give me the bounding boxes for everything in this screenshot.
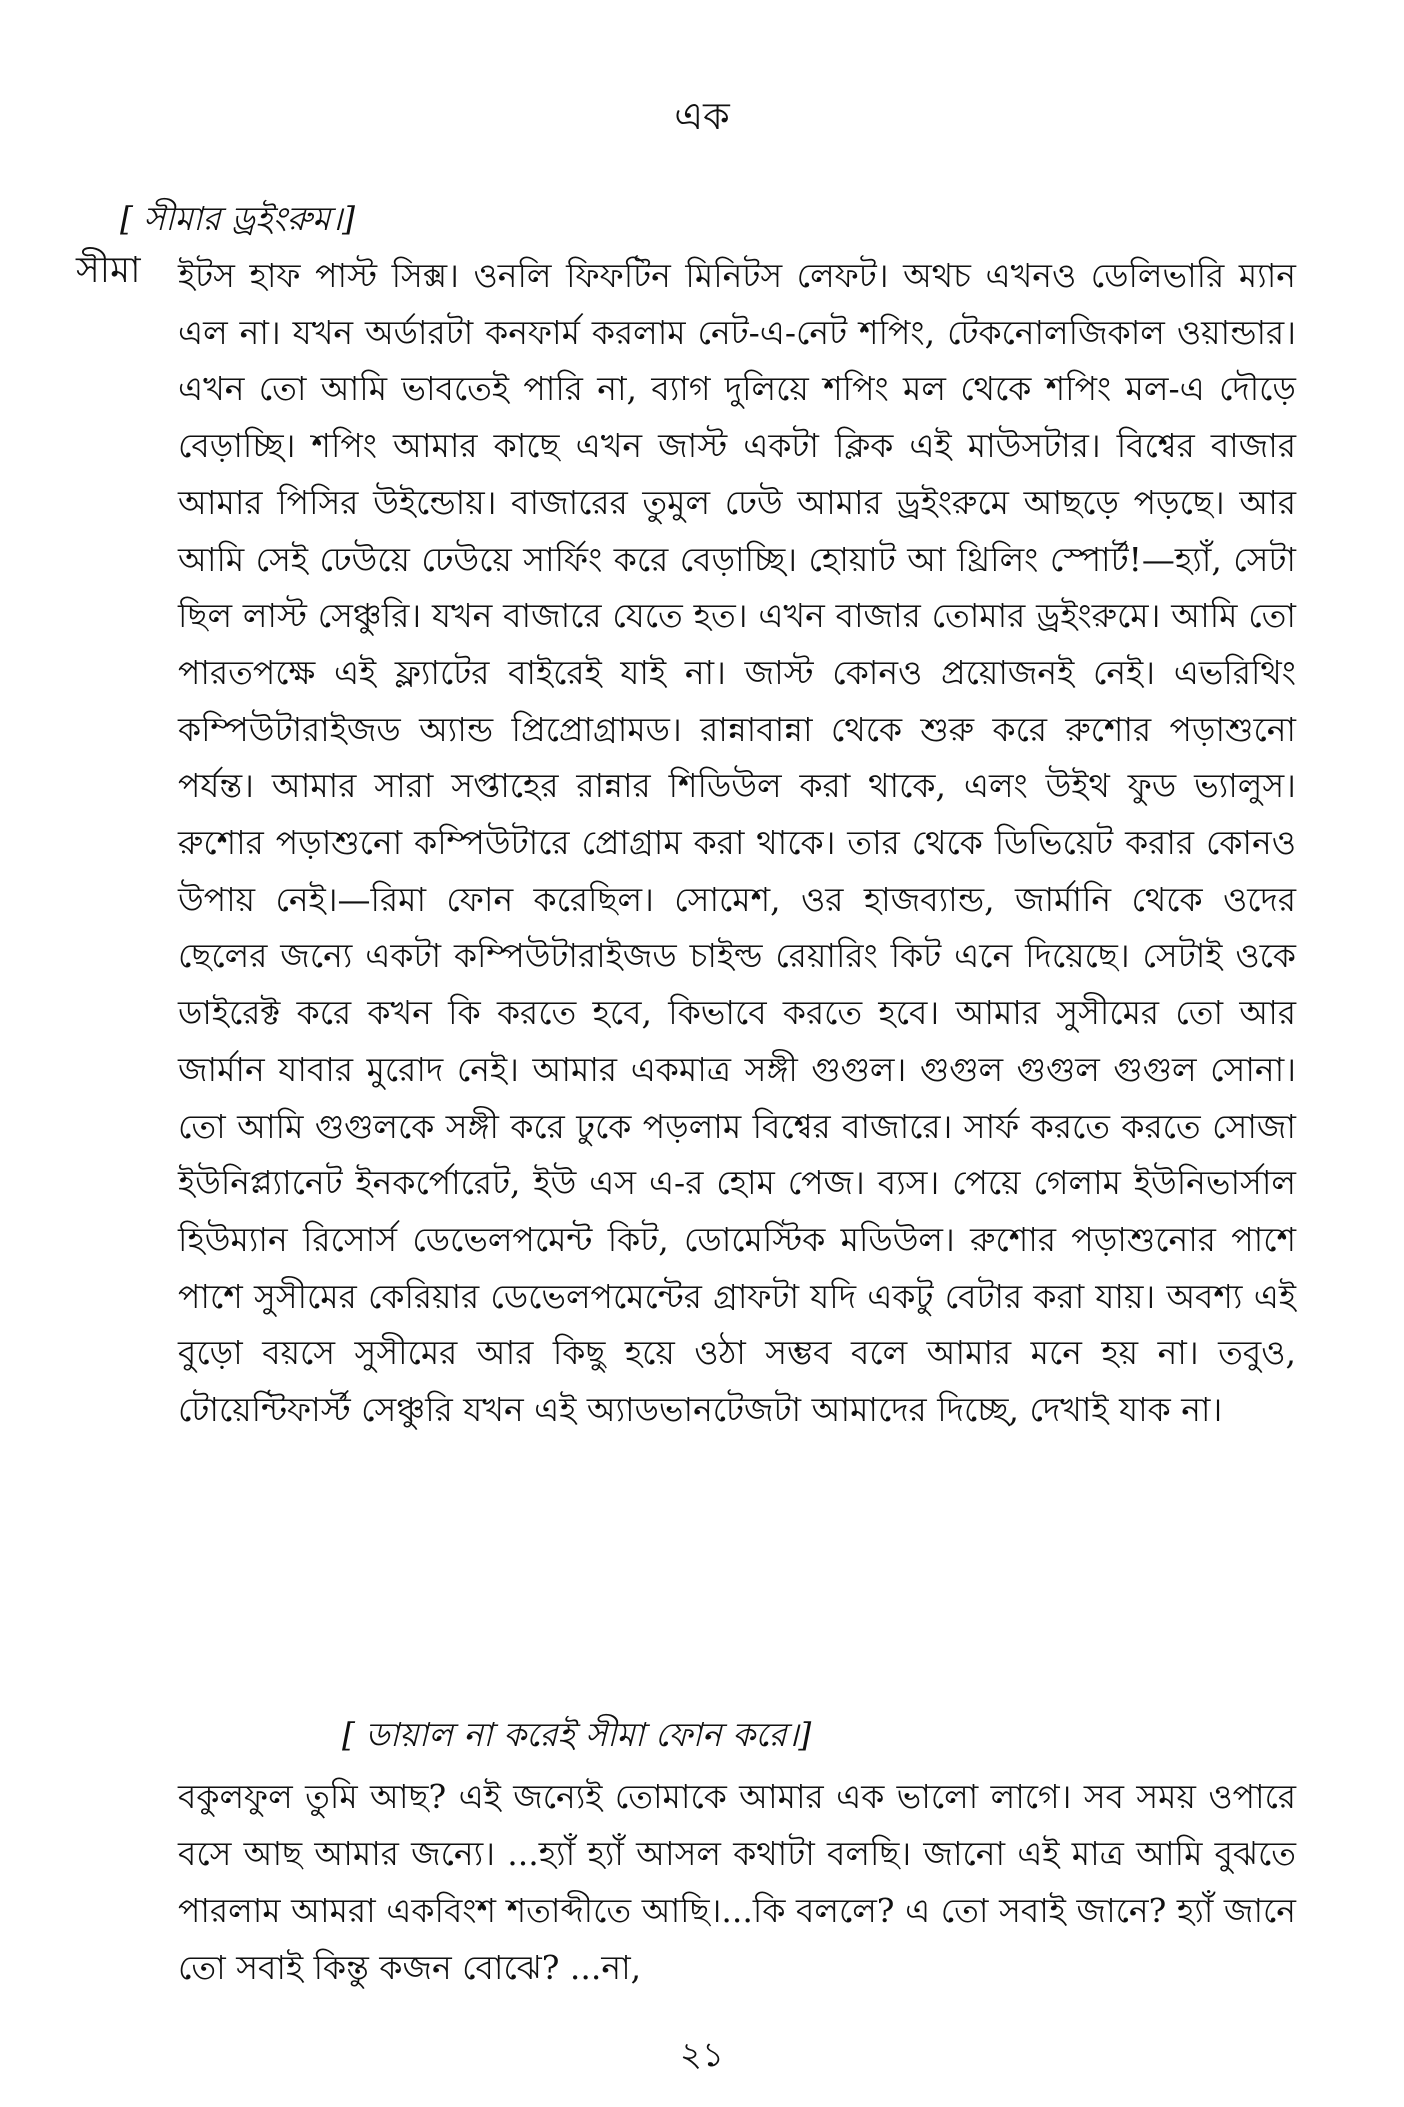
stage-direction-drawing-room: [ সীমার ড্রইংরুম।] [120,199,356,238]
page-number: ২১ [679,2035,725,2075]
dialogue-paragraph-2: বকুলফুল তুমি আছ? এই জন্যেই তোমাকে আমার এক ভালো লাগে। সব সময় ওপারে বসে আছ আমার জন্যে। ...হ্যাঁ হ্যাঁ আসল কথাটা বলছি। জানো এই মাত্র আমি বুঝতে পারলাম আমরা একবিংশ শতাব্দীতে আছি।...কি বললে? এ তো সবাই জানে? হ্যাঁ জানে তো সবাই কিন্তু কজন বোঝে? ...না, [178,1777,1296,1987]
dialogue-paragraph-1: ইটস হাফ পাস্ট সিক্স। ওনলি ফিফটিন মিনিটস লেফট। অথচ এখনও ডেলিভারি ম্যান এল না। যখন অর্ডারটা কনফার্ম করলাম নেট-এ-নেট শপিং, টেকনোলজিকাল ওয়ান্ডার। এখন তো আমি ভাবতেই পারি না, ব্যাগ দুলিয়ে শপিং মল থেকে শপিং মল-এ দৌড়ে বেড়াচ্ছি। শপিং আমার কাছে এখন জাস্ট একটা ক্লিক এই মাউসটার। বিশ্বের বাজার আমার পিসির উইন্ডোয়। বাজারের তুমুল ঢেউ আমার ড্রইংরুমে আছড়ে পড়ছে। আর আমি সেই ঢেউয়ে ঢেউয়ে সার্ফিং করে বেড়াচ্ছি। হোয়াট আ থ্রিলিং স্পোর্ট!—হ্যাঁ, সেটা ছিল লাস্ট সেঞ্চুরি। যখন বাজারে যেতে হত। এখন বাজার তোমার ড্রইংরুমে। আমি তো পারতপক্ষে এই ফ্ল্যাটের বাইরেই যাই না। জাস্ট কোনও প্রয়োজনই নেই। এভরিথিং কম্পিউটারাইজড অ্যান্ড প্রিপ্রোগ্রামড। রান্নাবান্না থেকে শুরু করে রুশোর পড়াশুনো পর্যন্ত। আমার সারা সপ্তাহের রান্নার শিডিউল করা থাকে, এলং উইথ ফুড ভ্যালুস। রুশোর পড়াশুনো কম্পিউটারে প্রোগ্রাম করা থাকে। তার থেকে ডিভিয়েট করার কোনও উপায় নেই।—রিমা ফোন করেছিল। সোমেশ, ওর হাজব্যান্ড, জার্মানি থেকে ওদের ছেলের জন্যে একটা কম্পিউটারাইজড চাইল্ড রেয়ারিং কিট এনে দিয়েছে। সেটাই ওকে ডাইরেক্ট করে কখন কি করতে হবে, কিভাবে করতে হবে। আমার সুসীমের তো আর জার্মান যাবার মুরোদ নেই। আমার একমাত্র সঙ্গী গুগুল। গুগুল গুগুল গুগুল সোনা। তো আমি গুগুলকে সঙ্গী করে ঢুকে পড়লাম বিশ্বের বাজারে। সার্ফ করতে করতে সোজা ইউনিপ্ল্যানেট ইনকর্পোরেট, ইউ এস এ-র হোম পেজ। ব্যস। পেয়ে গেলাম ইউনিভার্সাল হিউম্যান রিসোর্স ডেভেলপমেন্ট কিট, ডোমেস্টিক মডিউল। রুশোর পড়াশুনোর পাশে পাশে সুসীমের কেরিয়ার ডেভেলপমেন্টের গ্রাফটা যদি একটু বেটার করা যায়। অবশ্য এই বুড়ো বয়সে সুসীমের আর কিছু হয়ে ওঠা সম্ভব বলে আমার মনে হয় না। তবুও, টোয়েন্টিফার্স্ট সেঞ্চুরি যখন এই অ্যাডভানটেজটা আমাদের দিচ্ছে, দেখাই যাক না। [178,256,1296,1430]
chapter-title: এক [674,94,730,138]
stage-direction-phone-call: [ ডায়াল না করেই সীমা ফোন করে।] [342,1715,812,1754]
speaker-name: সীমা [76,250,141,291]
